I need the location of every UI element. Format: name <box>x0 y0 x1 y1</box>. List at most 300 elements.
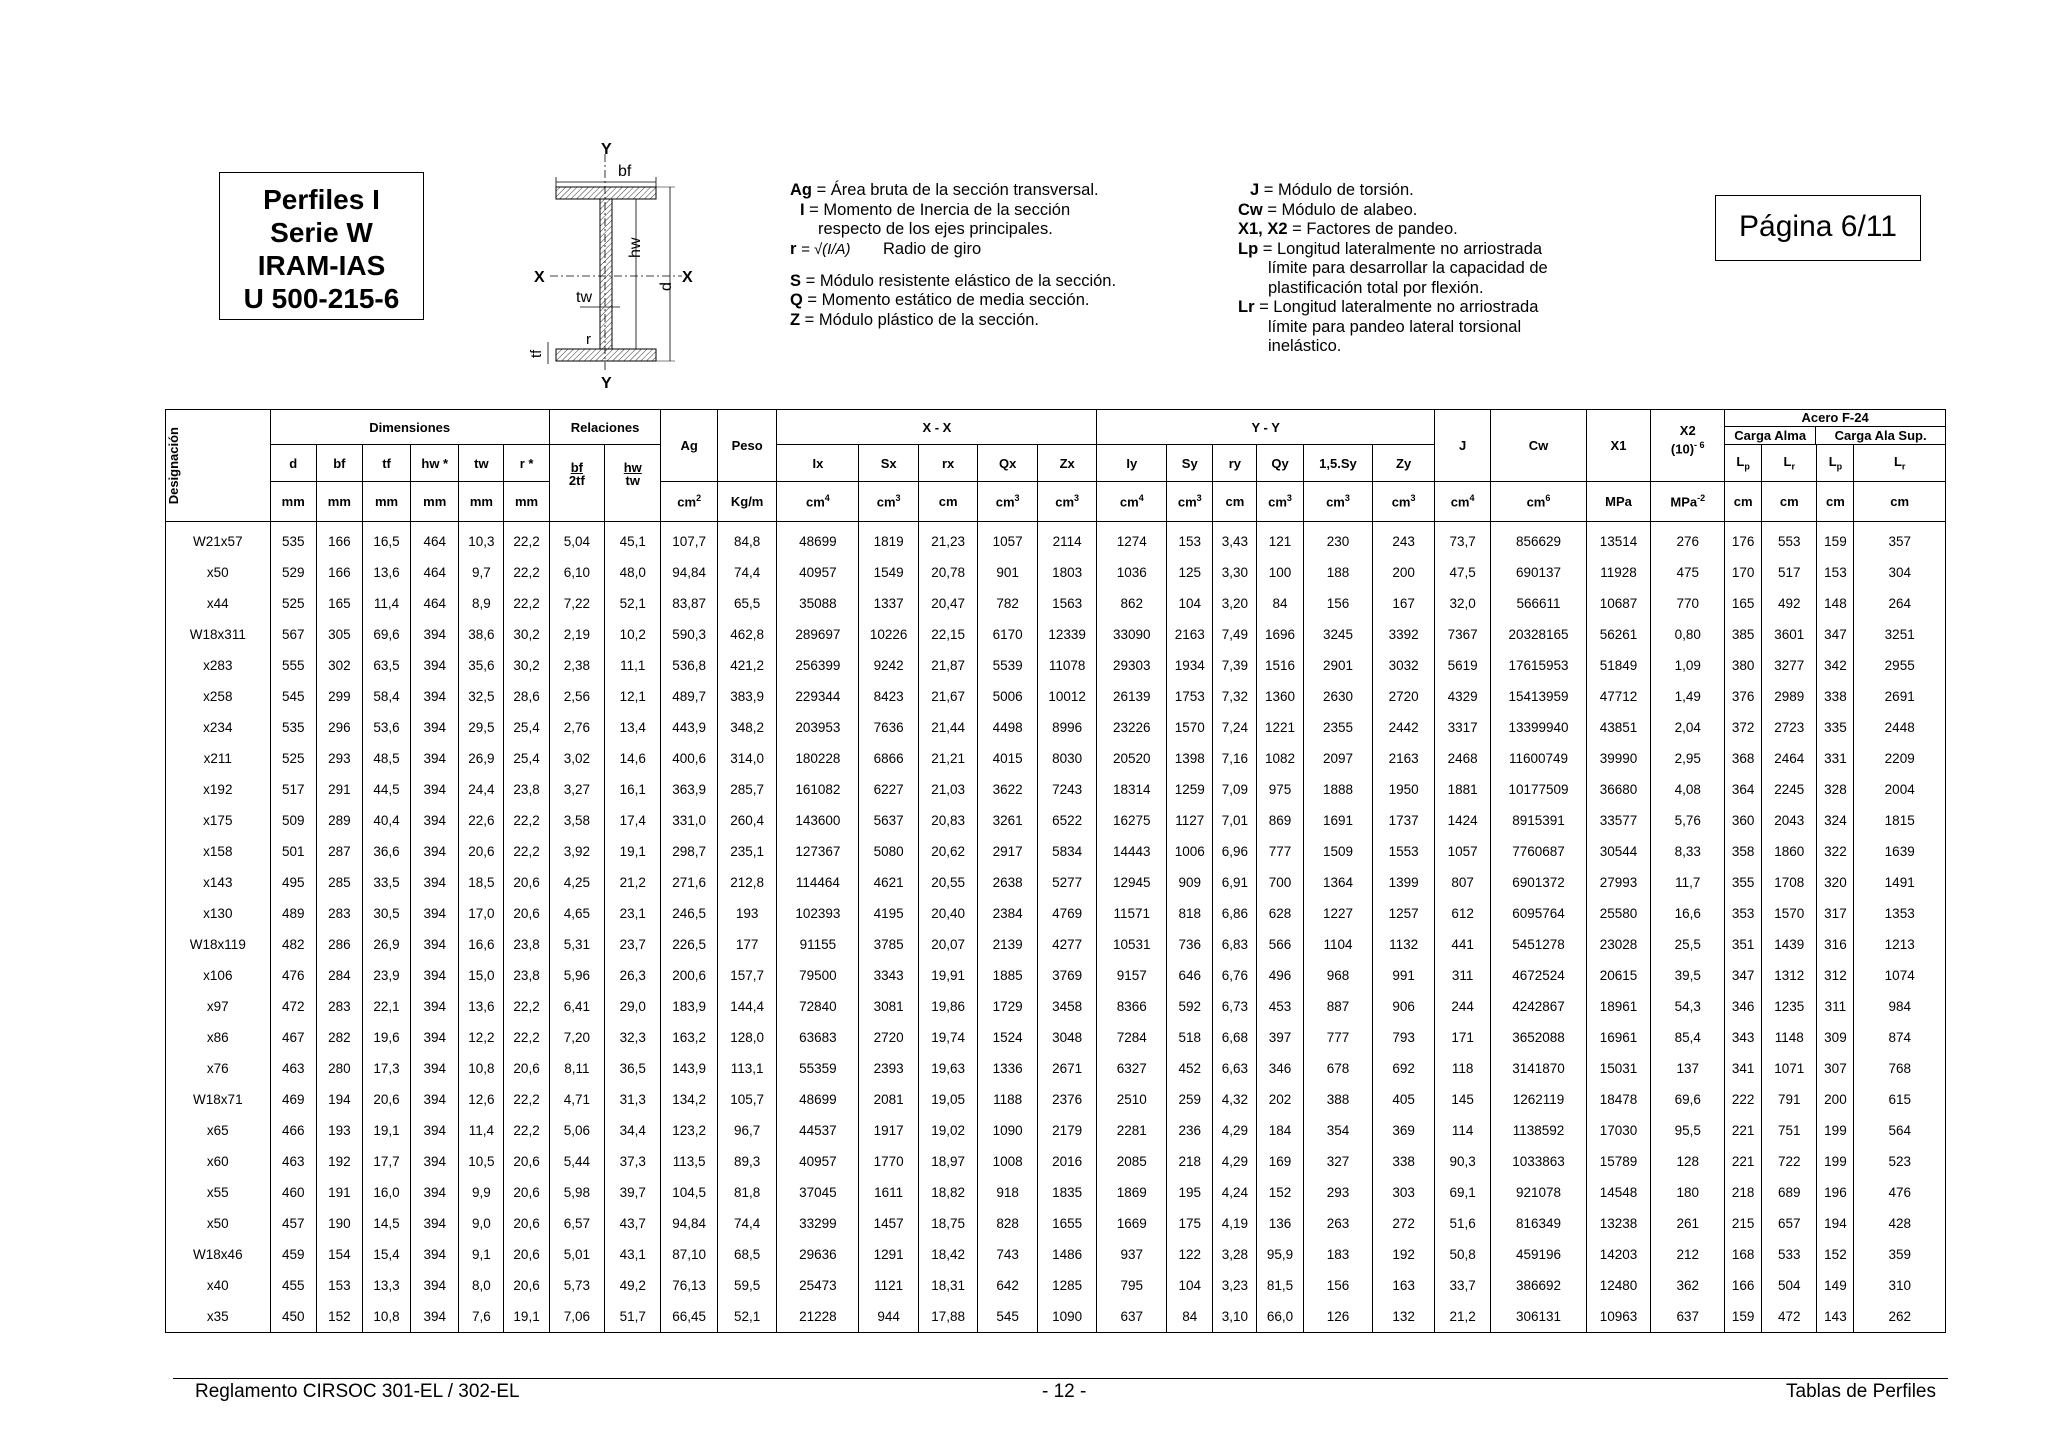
table-cell: 1570 <box>1762 898 1817 929</box>
table-cell: 229344 <box>777 681 859 712</box>
table-cell: 4015 <box>978 743 1037 774</box>
table-cell: 386692 <box>1491 1270 1586 1301</box>
table-cell: 918 <box>978 1177 1037 1208</box>
table-cell: 296 <box>316 712 362 743</box>
table-cell: 29636 <box>777 1239 859 1270</box>
table-cell: 95,9 <box>1257 1239 1303 1270</box>
table-cell: 83,87 <box>661 588 717 619</box>
table-cell: 351 <box>1725 929 1762 960</box>
table-cell: 2,19 <box>549 619 604 650</box>
table-cell: 2114 <box>1037 522 1097 558</box>
col-hw-tw: $\frac{hw}{tw}$ <box>605 445 661 522</box>
table-cell: 394 <box>411 1115 459 1146</box>
table-cell: 259 <box>1167 1084 1213 1115</box>
table-cell: 3785 <box>859 929 918 960</box>
col-bf: bf <box>316 445 362 482</box>
table-cell: 2179 <box>1037 1115 1097 1146</box>
table-cell: 6327 <box>1097 1053 1167 1084</box>
table-cell: 592 <box>1167 991 1213 1022</box>
table-cell: 590,3 <box>661 619 717 650</box>
table-cell: 22,2 <box>504 1084 549 1115</box>
designation-cell: x60 <box>166 1146 271 1177</box>
table-cell: 166 <box>316 557 362 588</box>
table-cell: 183,9 <box>661 991 717 1022</box>
table-cell: 4195 <box>859 898 918 929</box>
table-cell: 49,2 <box>605 1270 661 1301</box>
table-cell: 280 <box>316 1053 362 1084</box>
table-cell: 4,32 <box>1213 1084 1257 1115</box>
table-cell: 22,2 <box>504 1115 549 1146</box>
table-row <box>166 1208 1946 1239</box>
table-cell: 1516 <box>1257 650 1303 681</box>
table-cell: 305 <box>316 619 362 650</box>
legend-i-text2: respecto de los ejes principales. <box>818 220 1053 238</box>
table-cell: 312 <box>1817 960 1854 991</box>
table-cell: 293 <box>316 743 362 774</box>
table-cell: 3,02 <box>549 743 604 774</box>
table-cell: 11928 <box>1586 557 1651 588</box>
footer-left: Reglamento CIRSOC 301-EL / 302-EL <box>195 1381 520 1402</box>
table-cell: 7,16 <box>1213 743 1257 774</box>
table-cell: 4277 <box>1037 929 1097 960</box>
table-cell: 32,5 <box>459 681 504 712</box>
table-cell: 1934 <box>1167 650 1213 681</box>
table-cell: 21,87 <box>918 650 977 681</box>
table-cell: 165 <box>316 588 362 619</box>
table-cell: 536,8 <box>661 650 717 681</box>
table-cell: 30,5 <box>362 898 410 929</box>
table-cell: 1770 <box>859 1146 918 1177</box>
table-cell: 48,0 <box>605 557 661 588</box>
table-row <box>166 960 1946 991</box>
table-cell: 862 <box>1097 588 1167 619</box>
table-cell: 4,29 <box>1213 1115 1257 1146</box>
table-cell: 19,91 <box>918 960 977 991</box>
table-cell: 909 <box>1167 867 1213 898</box>
table-cell: 2043 <box>1762 805 1817 836</box>
table-cell: 10,8 <box>459 1053 504 1084</box>
table-cell: 38,6 <box>459 619 504 650</box>
table-cell: 9,1 <box>459 1239 504 1270</box>
table-cell: 394 <box>411 1146 459 1177</box>
table-cell: 2004 <box>1854 774 1946 805</box>
legend-lp-text: = Longitud lateralmente no arriostrada <box>1258 239 1543 258</box>
title-line-2: Serie W <box>270 217 373 248</box>
table-cell: 23,8 <box>504 960 549 991</box>
table-cell: 968 <box>1303 960 1373 991</box>
profiles-table <box>165 409 1946 1333</box>
table-cell: 1285 <box>1037 1270 1097 1301</box>
table-cell: 331 <box>1817 743 1854 774</box>
table-cell: 304 <box>1854 557 1946 588</box>
tw-label: tw <box>576 289 592 306</box>
table-row <box>166 991 1946 1022</box>
table-cell: 2723 <box>1762 712 1817 743</box>
table-cell: 13399940 <box>1491 712 1586 743</box>
d-label: d <box>658 282 675 291</box>
table-cell: 921078 <box>1491 1177 1586 1208</box>
table-cell: 1917 <box>859 1115 918 1146</box>
table-cell: 394 <box>411 805 459 836</box>
table-cell: 100 <box>1257 557 1303 588</box>
table-cell: 12,2 <box>459 1022 504 1053</box>
table-row <box>166 650 1946 681</box>
table-cell: 21,2 <box>1434 1301 1490 1333</box>
table-cell: 30,2 <box>504 650 549 681</box>
table-row <box>166 619 1946 650</box>
col-zx: Zx <box>1037 445 1097 482</box>
table-cell: 298,7 <box>661 836 717 867</box>
table-cell: 212,8 <box>717 867 776 898</box>
table-cell: 113,1 <box>717 1053 776 1084</box>
table-cell: 2917 <box>978 836 1037 867</box>
table-cell: 20,55 <box>918 867 977 898</box>
designation-cell: x86 <box>166 1022 271 1053</box>
table-cell: 66,0 <box>1257 1301 1303 1333</box>
ag-header: Ag <box>661 410 717 482</box>
table-cell: 2384 <box>978 898 1037 929</box>
table-cell: 1570 <box>1167 712 1213 743</box>
carga-ala-header: Carga Ala Sup. <box>1834 428 1927 443</box>
table-cell: 1262119 <box>1491 1084 1586 1115</box>
table-cell: 156 <box>1303 588 1373 619</box>
table-cell: 1213 <box>1854 929 1946 960</box>
table-cell: 394 <box>411 681 459 712</box>
designacion-header: Designación <box>166 410 271 522</box>
unit-sx: $cm^3$ <box>859 482 918 522</box>
unit-lr-alma: cm <box>1762 482 1817 522</box>
table-cell: 29303 <box>1097 650 1167 681</box>
designation-cell: x143 <box>166 867 271 898</box>
table-cell: 1399 <box>1373 867 1435 898</box>
table-cell: 6,73 <box>1213 991 1257 1022</box>
table-cell: 1235 <box>1762 991 1817 1022</box>
table-row <box>166 836 1946 867</box>
table-cell: 20520 <box>1097 743 1167 774</box>
table-cell: 818 <box>1167 898 1213 929</box>
legend-lr-sym: Lr <box>1238 298 1255 316</box>
table-cell: 567 <box>270 619 316 650</box>
yy-header: Y - Y <box>1097 410 1434 445</box>
table-cell: 148 <box>1817 588 1854 619</box>
table-cell: 2281 <box>1097 1115 1167 1146</box>
table-cell: 299 <box>316 681 362 712</box>
table-cell: 18,75 <box>918 1208 977 1239</box>
table-cell: 11,7 <box>1651 867 1725 898</box>
table-cell: 184 <box>1257 1115 1303 1146</box>
table-cell: 362 <box>1651 1270 1725 1301</box>
table-cell: 8423 <box>859 681 918 712</box>
table-cell: 143 <box>1817 1301 1854 1333</box>
table-cell: 309 <box>1817 1022 1854 1053</box>
table-cell: 9,9 <box>459 1177 504 1208</box>
table-cell: 168 <box>1725 1239 1762 1270</box>
table-cell: 3,58 <box>549 805 604 836</box>
table-cell: 47712 <box>1586 681 1651 712</box>
table-cell: 21,44 <box>918 712 977 743</box>
table-cell: 163,2 <box>661 1022 717 1053</box>
table-cell: 2468 <box>1434 743 1490 774</box>
table-cell: 6,96 <box>1213 836 1257 867</box>
table-cell: 94,84 <box>661 557 717 588</box>
table-cell: 11571 <box>1097 898 1167 929</box>
table-cell: 193 <box>316 1115 362 1146</box>
table-cell: 6,86 <box>1213 898 1257 929</box>
table-cell: 906 <box>1373 991 1435 1022</box>
title-line-1: Perfiles I <box>263 184 380 215</box>
ibeam-diagram <box>520 142 720 392</box>
table-cell: 3141870 <box>1491 1053 1586 1084</box>
table-cell: 287 <box>316 836 362 867</box>
table-cell: 492 <box>1762 588 1817 619</box>
table-cell: 394 <box>411 898 459 929</box>
table-cell: 6,76 <box>1213 960 1257 991</box>
table-cell: 7760687 <box>1491 836 1586 867</box>
table-cell: 36680 <box>1586 774 1651 805</box>
table-cell: 1090 <box>1037 1301 1097 1333</box>
table-cell: 81,5 <box>1257 1270 1303 1301</box>
table-cell: 20,40 <box>918 898 977 929</box>
table-cell: 4,19 <box>1213 1208 1257 1239</box>
table-cell: 20328165 <box>1491 619 1586 650</box>
table-cell: 310 <box>1854 1270 1946 1301</box>
table-cell: 22,2 <box>504 588 549 619</box>
legend-i-sym: I <box>800 200 805 219</box>
legend-s-sym: S <box>790 271 802 290</box>
table-cell: 285,7 <box>717 774 776 805</box>
unit-qy: $cm^3$ <box>1257 482 1303 522</box>
table-cell: 74,4 <box>717 557 776 588</box>
table-cell: 165 <box>1725 588 1762 619</box>
table-cell: 4621 <box>859 867 918 898</box>
table-cell: 289697 <box>777 619 859 650</box>
table-cell: 462,8 <box>717 619 776 650</box>
table-cell: 476 <box>270 960 316 991</box>
table-cell: 40957 <box>777 1146 859 1177</box>
table-cell: 24,4 <box>459 774 504 805</box>
table-cell: 28,6 <box>504 681 549 712</box>
table-cell: 2989 <box>1762 681 1817 712</box>
table-cell: 153 <box>316 1270 362 1301</box>
table-cell: 303 <box>1373 1177 1435 1208</box>
table-cell: 383,9 <box>717 681 776 712</box>
table-row <box>166 1115 1946 1146</box>
table-cell: 1950 <box>1373 774 1435 805</box>
table-cell: 43,1 <box>605 1239 661 1270</box>
table-cell: 166 <box>1725 1270 1762 1301</box>
table-cell: 15,0 <box>459 960 504 991</box>
table-cell: 463 <box>270 1053 316 1084</box>
table-cell: 90,3 <box>1434 1146 1490 1177</box>
x1-header: X1 <box>1586 410 1651 482</box>
table-cell: 22,2 <box>504 991 549 1022</box>
table-cell: 196 <box>1817 1177 1854 1208</box>
relaciones-header: Relaciones <box>549 410 661 445</box>
table-cell: 39,5 <box>1651 960 1725 991</box>
page-indicator: Página 6/11 <box>1715 195 1921 261</box>
table-cell: 1006 <box>1167 836 1213 867</box>
table-cell: 89,3 <box>717 1146 776 1177</box>
table-cell: 26139 <box>1097 681 1167 712</box>
table-cell: 167 <box>1373 588 1435 619</box>
table-cell: 1611 <box>859 1177 918 1208</box>
table-cell: 235,1 <box>717 836 776 867</box>
unit-lp-alma: cm <box>1725 482 1762 522</box>
table-cell: 457 <box>270 1208 316 1239</box>
table-cell: 14,5 <box>362 1208 410 1239</box>
col-15sy: 1,5.Sy <box>1303 445 1373 482</box>
table-cell: 15413959 <box>1491 681 1586 712</box>
table-cell: 7,09 <box>1213 774 1257 805</box>
table-cell: 143,9 <box>661 1053 717 1084</box>
table-cell: 7,49 <box>1213 619 1257 650</box>
table-cell: 285 <box>316 867 362 898</box>
table-cell: 137 <box>1651 1053 1725 1084</box>
table-cell: 69,6 <box>362 619 410 650</box>
table-cell: 4,08 <box>1651 774 1725 805</box>
col-iy: Iy <box>1097 445 1167 482</box>
table-cell: 84 <box>1167 1301 1213 1333</box>
table-cell: 244 <box>1434 991 1490 1022</box>
table-cell: 1553 <box>1373 836 1435 867</box>
unit-tw: mm <box>459 482 504 522</box>
table-cell: 354 <box>1303 1115 1373 1146</box>
table-cell: 55359 <box>777 1053 859 1084</box>
table-cell: 21228 <box>777 1301 859 1333</box>
table-cell: 394 <box>411 1177 459 1208</box>
table-cell: 14203 <box>1586 1239 1651 1270</box>
table-cell: 48,5 <box>362 743 410 774</box>
table-cell: 22,6 <box>459 805 504 836</box>
table-cell: 4,24 <box>1213 1177 1257 1208</box>
dimensiones-header: Dimensiones <box>270 410 549 445</box>
table-cell: 19,1 <box>362 1115 410 1146</box>
table-cell: 566611 <box>1491 588 1586 619</box>
table-cell: 2097 <box>1303 743 1373 774</box>
table-cell: 10687 <box>1586 588 1651 619</box>
designation-cell: W21x57 <box>166 522 271 558</box>
table-cell: 10963 <box>1586 1301 1651 1333</box>
table-cell: 48699 <box>777 522 859 558</box>
designation-cell: x97 <box>166 991 271 1022</box>
j-header: J <box>1434 410 1490 482</box>
table-cell: 16,0 <box>362 1177 410 1208</box>
unit-ix: $cm^4$ <box>777 482 859 522</box>
table-cell: 7,6 <box>459 1301 504 1333</box>
table-cell: 199 <box>1817 1146 1854 1177</box>
table-cell: 127367 <box>777 836 859 867</box>
unit-peso: Kg/m <box>717 482 776 522</box>
table-cell: 272 <box>1373 1208 1435 1239</box>
table-cell: 533 <box>1762 1239 1817 1270</box>
table-row <box>166 681 1946 712</box>
col-qy: Qy <box>1257 445 1303 482</box>
table-cell: 770 <box>1651 588 1725 619</box>
table-cell: 2630 <box>1303 681 1373 712</box>
table-cell: 34,4 <box>605 1115 661 1146</box>
table-cell: 369 <box>1373 1115 1435 1146</box>
table-cell: 2376 <box>1037 1084 1097 1115</box>
table-cell: 689 <box>1762 1177 1817 1208</box>
unit-d: mm <box>270 482 316 522</box>
table-cell: 372 <box>1725 712 1762 743</box>
table-cell: 535 <box>270 522 316 558</box>
table-cell: 394 <box>411 774 459 805</box>
table-cell: 394 <box>411 1239 459 1270</box>
table-cell: 8366 <box>1097 991 1167 1022</box>
table-cell: 3,23 <box>1213 1270 1257 1301</box>
table-cell: 16,6 <box>1651 898 1725 929</box>
table-cell: 459 <box>270 1239 316 1270</box>
table-cell: 5,31 <box>549 929 604 960</box>
table-cell: 17030 <box>1586 1115 1651 1146</box>
table-cell: 3245 <box>1303 619 1373 650</box>
table-cell: 246,5 <box>661 898 717 929</box>
table-cell: 5451278 <box>1491 929 1586 960</box>
col-tf: tf <box>362 445 410 482</box>
table-cell: 132 <box>1373 1301 1435 1333</box>
table-cell: 12480 <box>1586 1270 1651 1301</box>
table-cell: 385 <box>1725 619 1762 650</box>
table-cell: 1336 <box>978 1053 1037 1084</box>
table-cell: 7243 <box>1037 774 1097 805</box>
table-cell: 15031 <box>1586 1053 1651 1084</box>
table-cell: 44,5 <box>362 774 410 805</box>
table-cell: 2720 <box>1373 681 1435 712</box>
table-cell: 394 <box>411 1208 459 1239</box>
legend-r-text: Radio de giro <box>883 239 982 258</box>
table-cell: 161082 <box>777 774 859 805</box>
table-cell: 29,5 <box>459 712 504 743</box>
table-cell: 156 <box>1303 1270 1373 1301</box>
table-cell: 476 <box>1854 1177 1946 1208</box>
legend-j-sym: J <box>1250 181 1260 199</box>
table-cell: 302 <box>316 650 362 681</box>
table-cell: 311 <box>1434 960 1490 991</box>
table-cell: 3081 <box>859 991 918 1022</box>
table-cell: 10012 <box>1037 681 1097 712</box>
designation-cell: x211 <box>166 743 271 774</box>
table-cell: 12,1 <box>605 681 661 712</box>
footer-right: Tablas de Perfiles <box>1786 1381 1936 1402</box>
table-cell: 22,1 <box>362 991 410 1022</box>
table-cell: 16961 <box>1586 1022 1651 1053</box>
table-cell: 428 <box>1854 1208 1946 1239</box>
table-cell: 16,1 <box>605 774 661 805</box>
tf-label: tf <box>528 349 545 358</box>
table-cell: 15,4 <box>362 1239 410 1270</box>
table-cell: 32,0 <box>1434 588 1490 619</box>
table-cell: 1090 <box>978 1115 1037 1146</box>
table-cell: 874 <box>1854 1022 1946 1053</box>
table-cell: 94,84 <box>661 1208 717 1239</box>
table-cell: 9157 <box>1097 960 1167 991</box>
table-cell: 553 <box>1762 522 1817 558</box>
table-cell: 212 <box>1651 1239 1725 1270</box>
table-cell: 271,6 <box>661 867 717 898</box>
table-cell: 394 <box>411 1270 459 1301</box>
table-cell: 5834 <box>1037 836 1097 867</box>
table-cell: 489,7 <box>661 681 717 712</box>
table-cell: 355 <box>1725 867 1762 898</box>
table-cell: 6,41 <box>549 991 604 1022</box>
table-cell: 17,3 <box>362 1053 410 1084</box>
table-cell: 5637 <box>859 805 918 836</box>
r-label: r <box>586 331 591 348</box>
col-lp-alma: $L_p$ <box>1725 445 1762 482</box>
table-cell: 509 <box>270 805 316 836</box>
table-cell: 13,4 <box>605 712 661 743</box>
